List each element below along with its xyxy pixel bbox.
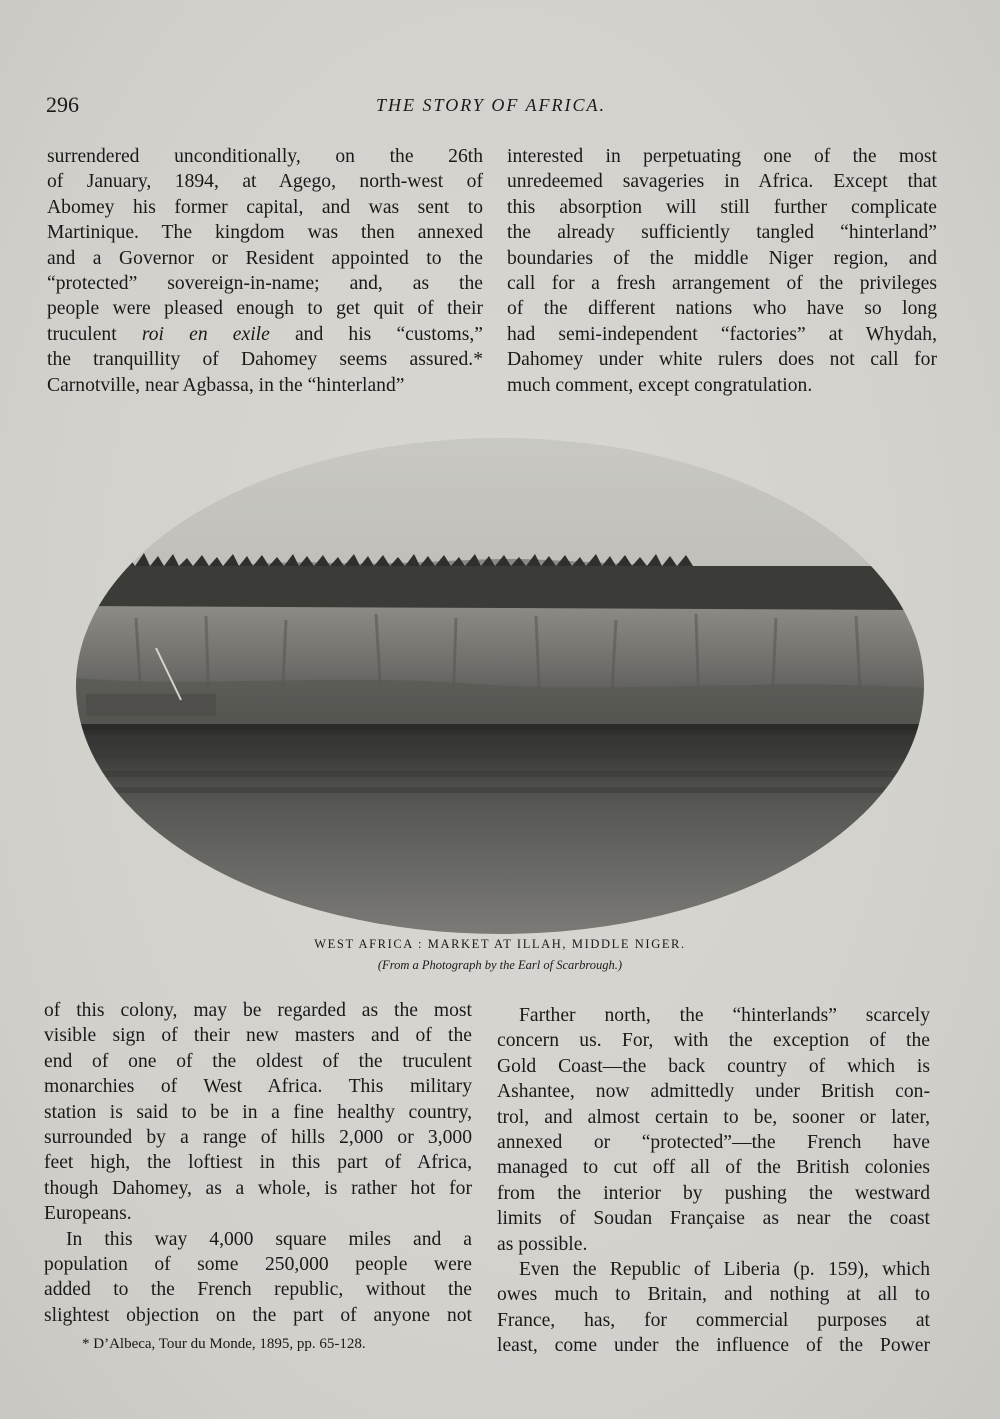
text-line: visible sign of their new masters and of the (44, 1025, 472, 1047)
text-line: Farther north, the “hinterlands” scarcely (519, 1005, 930, 1026)
text-line: station is said to be in a fine healthy country, (44, 1101, 472, 1123)
text-line: surrendered unconditionally, on the 26th (47, 146, 483, 167)
text-line: population of some 250,000 people were (44, 1254, 472, 1276)
text-line: of the different nations who have so long (507, 298, 937, 320)
text-line: had semi-independent “factories” at Whydah, (507, 323, 937, 345)
text-line: annexed or “protected”—the French have (497, 1132, 930, 1154)
text-line: unredeemed savageries in Africa. Except that (507, 171, 937, 193)
text-line: of this colony, may be regarded as the most (44, 1000, 472, 1021)
text-line: trol, and almost certain to be, sooner or later, (497, 1106, 930, 1128)
photo-credit: (From a Photograph by the Earl of Scarbrough.) (377, 958, 623, 972)
text-line: call for a fresh arrangement of the privileges (507, 273, 937, 295)
text-line: from the interior by pushing the westward (497, 1182, 930, 1204)
text-line: of January, 1894, at Agego, north-west of (47, 171, 483, 193)
photo-caption: WEST AFRICA : MARKET AT ILLAH, MIDDLE NIGER. (314, 937, 686, 951)
text-line: Carnotville, near Agbassa, in the “hinterland” (47, 374, 405, 396)
text-line: the tranquillity of Dahomey seems assured.* (47, 349, 483, 371)
running-title: THE STORY OF AFRICA. (376, 95, 607, 115)
text-line: though Dahomey, as a whole, is rather hot for (44, 1177, 472, 1199)
text-line: owes much to Britain, and nothing at all to (497, 1284, 930, 1306)
text-line: Martinique. The kingdom was then annexed (47, 222, 483, 244)
text-line: least, come under the influence of the Power (497, 1335, 930, 1357)
text-line: Ashantee, now admittedly under British con- (497, 1081, 930, 1103)
footnote: * D’Albeca, Tour du Monde, 1895, pp. 65-128. (82, 1336, 366, 1352)
text-line: Even the Republic of Liberia (p. 159), which (519, 1259, 930, 1281)
text-line: France, has, for commercial purposes at (497, 1309, 930, 1331)
market-photo (76, 438, 924, 934)
column-top-right (507, 144, 937, 398)
text-line: Abomey his former capital, and was sent to (47, 196, 483, 218)
text-line: managed to cut off all of the British colonies (497, 1157, 930, 1179)
text-line: much comment, except congratulation. (507, 374, 813, 396)
text-line-italic-phrase: truculent roi en exile and his “customs,” (47, 323, 483, 345)
page-header (46, 92, 936, 122)
text-line: concern us. For, with the exception of the (497, 1030, 930, 1052)
text-line: as possible. (497, 1233, 588, 1255)
text-line: people were pleased enough to get quit of their (47, 298, 483, 320)
text-line: surrounded by a range of hills 2,000 or 3,000 (44, 1127, 472, 1149)
column-top-left (47, 144, 483, 398)
text-line: Europeans. (44, 1203, 132, 1225)
text-line: and a Governor or Resident appointed to the (47, 247, 483, 269)
page-number: 296 (46, 92, 79, 117)
text-line: slightest objection on the part of anyone not (44, 1304, 472, 1326)
column-bottom-right (497, 1003, 930, 1359)
text-line: Dahomey under white rulers does not call for (507, 349, 937, 371)
text-line: interested in perpetuating one of the most (507, 146, 937, 167)
text-line: monarchies of West Africa. This military (44, 1076, 472, 1098)
text-line: this absorption will still further complicate (507, 196, 937, 218)
column-bottom-left (44, 998, 472, 1328)
text-line: In this way 4,000 square miles and a (66, 1228, 472, 1250)
text-line: end of one of the oldest of the truculent (44, 1050, 472, 1072)
italic-phrase: roi en exile (141, 323, 270, 345)
text-line: Gold Coast—the back country of which is (497, 1055, 930, 1077)
text-line: feet high, the loftiest in this part of Africa, (44, 1152, 472, 1174)
text-line: the already sufficiently tangled “hinterland” (507, 222, 937, 244)
text-line: “protected” sovereign-in-name; and, as the (47, 273, 483, 295)
text-line: limits of Soudan Française as near the coast (497, 1208, 930, 1230)
text-line: boundaries of the middle Niger region, and (507, 247, 937, 269)
text-line: added to the French republic, without the (44, 1279, 472, 1301)
